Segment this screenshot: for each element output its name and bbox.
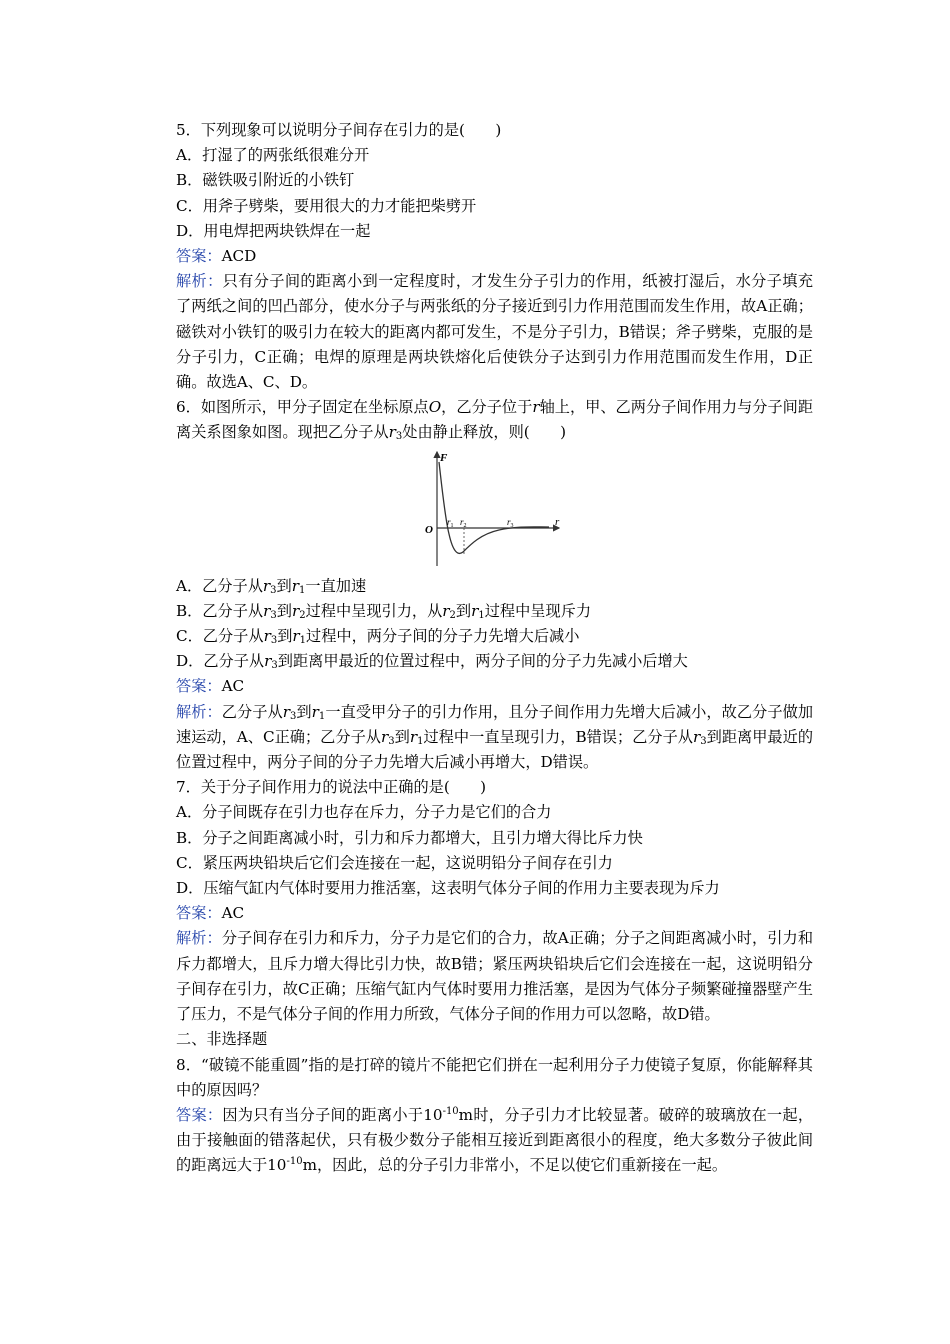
q6-option-c: C．乙分子从$r_3$到$r_1$过程中，两分子间的分子力先增大后减小 bbox=[176, 627, 580, 647]
q7-analysis bbox=[143, 926, 813, 1027]
q6-option-b: B．乙分子从$r_3$到$r_2$过程中呈现引力，从$r_2$到$r_1$过程中呈现斥力 bbox=[176, 601, 592, 621]
q7-stem: 7．关于分子间作用力的说法中正确的是( ) bbox=[176, 778, 487, 797]
r3-tick-label: $r_3$ bbox=[507, 516, 514, 529]
q6-option-a: A．乙分子从$r_3$到$r_1$一直加速 bbox=[176, 576, 367, 596]
analysis-label: 解析： bbox=[176, 272, 223, 291]
q6-stem: 6．如图所示，甲分子固定在坐标原点O，乙分子位于r轴上，甲、乙两分子间作用力与分子间距离关系图象如图。现把乙分子从$r_3$处由静止释放，则( ) bbox=[176, 398, 814, 443]
answer-label: 答案： bbox=[176, 1105, 223, 1124]
origin-label: O bbox=[425, 523, 433, 536]
q6-answer-value: AC bbox=[221, 677, 245, 696]
graph-svg bbox=[425, 448, 565, 570]
r1-tick-label: $r_1$ bbox=[447, 516, 454, 529]
exercise-page bbox=[143, 118, 813, 1179]
answer-label: 答案： bbox=[176, 677, 222, 696]
q5-answer bbox=[143, 244, 813, 269]
q7-option-d: D．压缩气缸内气体时要用力推活塞，这表明气体分子间的作用力主要表现为斥力 bbox=[176, 879, 720, 898]
f-axis-label: F bbox=[440, 451, 448, 464]
q5-analysis-text: 只有分子间的距离小到一定程度时，才发生分子引力的作用，纸被打湿后，水分子填充了两纸之间的凹凸部分，使水分子与两张纸的分子接近到引力作用范围而发生作用，故A正确；磁铁对小铁钉的吸引力在较大的距离内都可发生，不是分子引力，B错误；斧子劈柴，克服的是分子引力，C正确；电焊的原理是两块铁熔化后使铁分子达到引力作用范围而发生作用，D正确。故选A、C、D。 bbox=[176, 272, 814, 392]
q7-analysis-text: 分子间存在引力和斥力，分子力是它们的合力，故A正确；分子之间距离减小时，引力和斥力都增大，且斥力增大得比引力快，故B错；紧压两块铅块后它们会连接在一起，这说明铅分子间存在引力，故C正确；压缩气缸内气体时要用力推活塞，是因为气体分子频繁碰撞器壁产生了压力，不是气体分子间的作用力所致，气体分子间的作用力可以忽略，故D错。 bbox=[176, 929, 814, 1024]
q7-answer bbox=[143, 901, 813, 926]
q5-option-a: A．打湿了的两张纸很难分开 bbox=[176, 146, 370, 165]
force-curve bbox=[439, 462, 549, 553]
q8-stem: 8．“破镜不能重圆”指的是打碎的镜片不能把它们拼在一起利用分子力使镜子复原，你能解释其中的原因吗？ bbox=[176, 1055, 813, 1099]
force-distance-graph bbox=[143, 446, 813, 574]
analysis-label: 解析： bbox=[176, 929, 222, 948]
answer-label: 答案： bbox=[176, 247, 222, 266]
r-axis-label: r bbox=[555, 515, 560, 528]
analysis-label: 解析： bbox=[176, 702, 222, 721]
q5-stem: 5．下列现象可以说明分子间存在引力的是( ) bbox=[176, 121, 502, 139]
q8-answer: 答案：因为只有当分子间的距离小于$10^{-10}m$时，分子引力才比较显著。破碎的玻璃放在一起，由于接触面的错落起伏，只有极少数分子能相互接近到距离很小的程度，绝大多数分子彼此间的距离远大于$10^{-10}m$，因此，总的分子引力非常小，不足以使它们重新接在一起。 bbox=[176, 1105, 814, 1175]
q6-answer bbox=[143, 674, 813, 699]
q6-option-d: D．乙分子从$r_3$到距离甲最近的位置过程中，两分子间的分子力先减小后增大 bbox=[176, 652, 688, 672]
r2-tick-label: $r_2$ bbox=[460, 516, 467, 529]
q7-option-c: C．紧压两块铅块后它们会连接在一起，这说明铅分子间存在引力 bbox=[176, 853, 613, 872]
q7-answer-value: AC bbox=[221, 904, 245, 923]
q5-answer-value: ACD bbox=[221, 247, 257, 266]
answer-label: 答案： bbox=[176, 904, 222, 923]
q7-option-b: B．分子之间距离减小时，引力和斥力都增大，且引力增大得比斥力快 bbox=[176, 828, 643, 847]
section-heading: 二、非选择题 bbox=[176, 1030, 268, 1049]
q7-option-a: A．分子间既存在引力也存在斥力，分子力是它们的合力 bbox=[176, 803, 552, 822]
q5-option-d: D．用电焊把两块铁焊在一起 bbox=[176, 221, 371, 240]
q5-option-c: C．用斧子劈柴，要用很大的力才能把柴劈开 bbox=[176, 196, 477, 215]
q5-analysis bbox=[143, 269, 813, 395]
q6-analysis: 解析：乙分子从$r_3$到$r_1$一直受甲分子的引力作用，且分子间作用力先增大后减小，故乙分子做加速运动，A、C正确；乙分子从$r_3$到$r_1$过程中一直呈现引力，B错误；乙分子从$r_3$到距离甲最近的位置过程中，两分子间的分子力先增大后减小再增大，D错误。 bbox=[176, 702, 814, 772]
q5-option-b: B．磁铁吸引附近的小铁钉 bbox=[176, 171, 355, 190]
